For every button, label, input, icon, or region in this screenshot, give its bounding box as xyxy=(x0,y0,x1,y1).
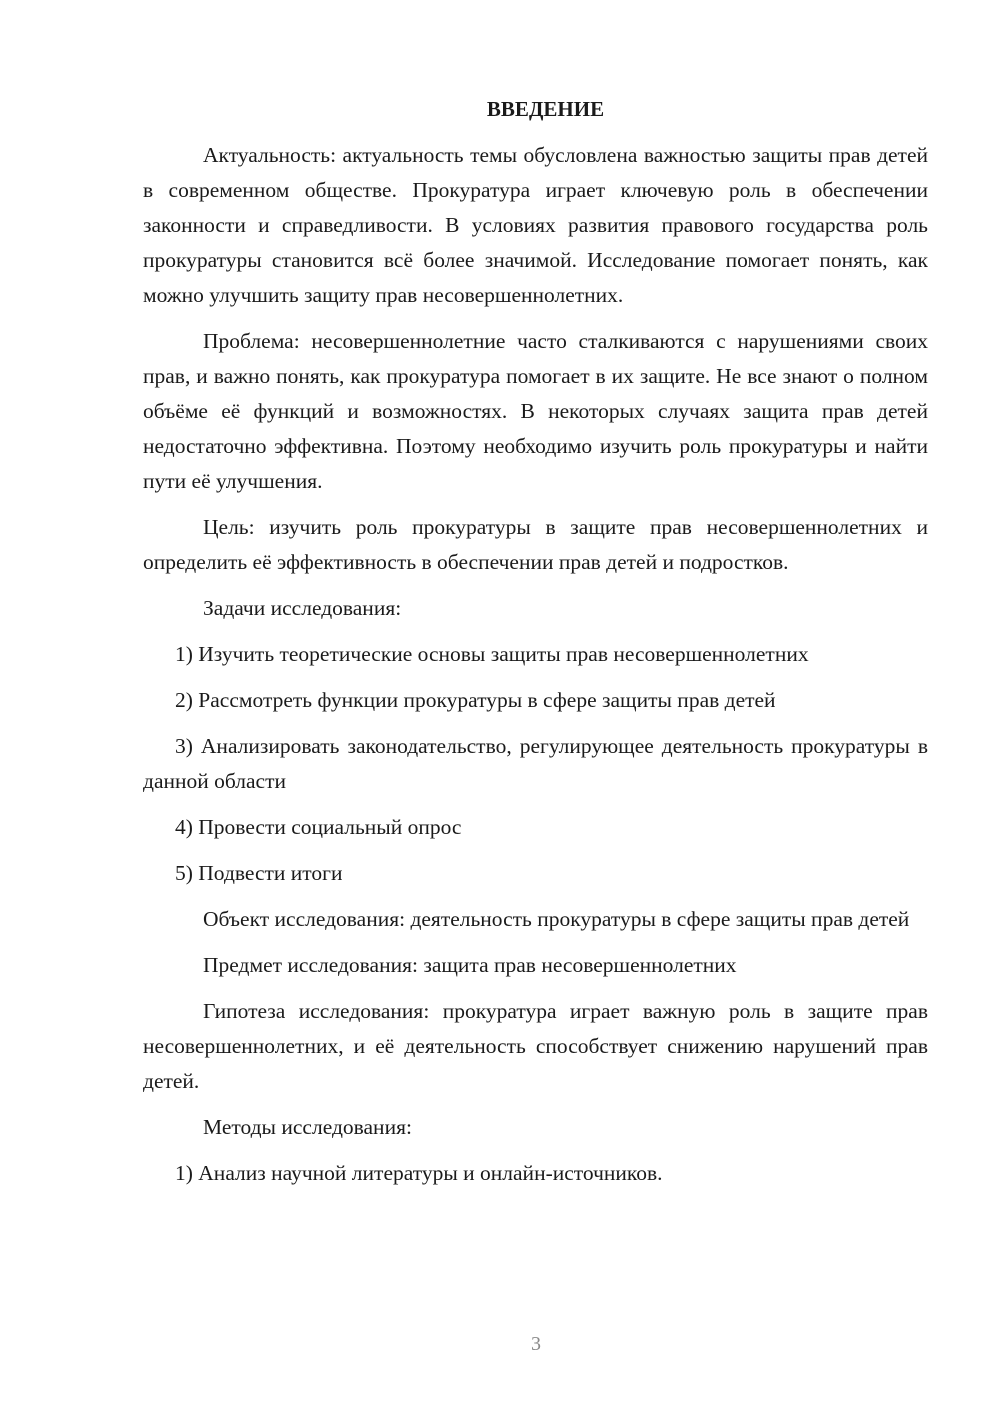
object-paragraph: Объект исследования: деятельность прокуратуры в сфере защиты прав детей xyxy=(203,907,910,931)
task-item-1: 1) Изучить теоретические основы защиты прав несовершеннолетних xyxy=(175,642,809,666)
relevance-paragraph: Актуальность: актуальность темы обусловлена важностью защиты прав детей в современном обществе. Прокуратура играет ключевую роль в обеспечении законности и справедливости. В условиях развития правового государства роль прокуратуры становится всё более значимой. Исследование помогает понять, как можно улучшить защиту прав несовершеннолетних. xyxy=(143,143,928,307)
task-item-4: 4) Провести социальный опрос xyxy=(175,815,462,839)
task-item-5: 5) Подвести итоги xyxy=(175,861,343,885)
page-number: 3 xyxy=(531,1333,541,1355)
goal-paragraph: Цель: изучить роль прокуратуры в защите прав несовершеннолетних и определить её эффективность в обеспечении прав детей и подростков. xyxy=(143,515,928,574)
task-item-3: 3) Анализировать законодательство, регулирующее деятельность прокуратуры в данной области xyxy=(143,734,928,793)
tasks-heading: Задачи исследования: xyxy=(203,596,402,620)
method-item-1: 1) Анализ научной литературы и онлайн-источников. xyxy=(175,1161,663,1185)
problem-paragraph: Проблема: несовершеннолетние часто сталкиваются с нарушениями своих прав, и важно понять, как прокуратура помогает в их защите. Не все знают о полном объёме её функций и возможностях. В некоторых случаях защита прав детей недостаточно эффективна. Поэтому необходимо изучить роль прокуратуры и найти пути её улучшения. xyxy=(143,329,928,493)
subject-paragraph: Предмет исследования: защита прав несовершеннолетних xyxy=(203,953,737,977)
section-title: ВВЕДЕНИЕ xyxy=(486,97,605,121)
hypothesis-paragraph: Гипотеза исследования: прокуратура играет важную роль в защите прав несовершеннолетних, и её деятельность способствует снижению нарушений прав детей. xyxy=(143,999,928,1093)
document-page xyxy=(143,92,928,1191)
task-item-2: 2) Рассмотреть функции прокуратуры в сфере защиты прав детей xyxy=(175,688,776,712)
methods-heading: Методы исследования: xyxy=(203,1115,412,1139)
